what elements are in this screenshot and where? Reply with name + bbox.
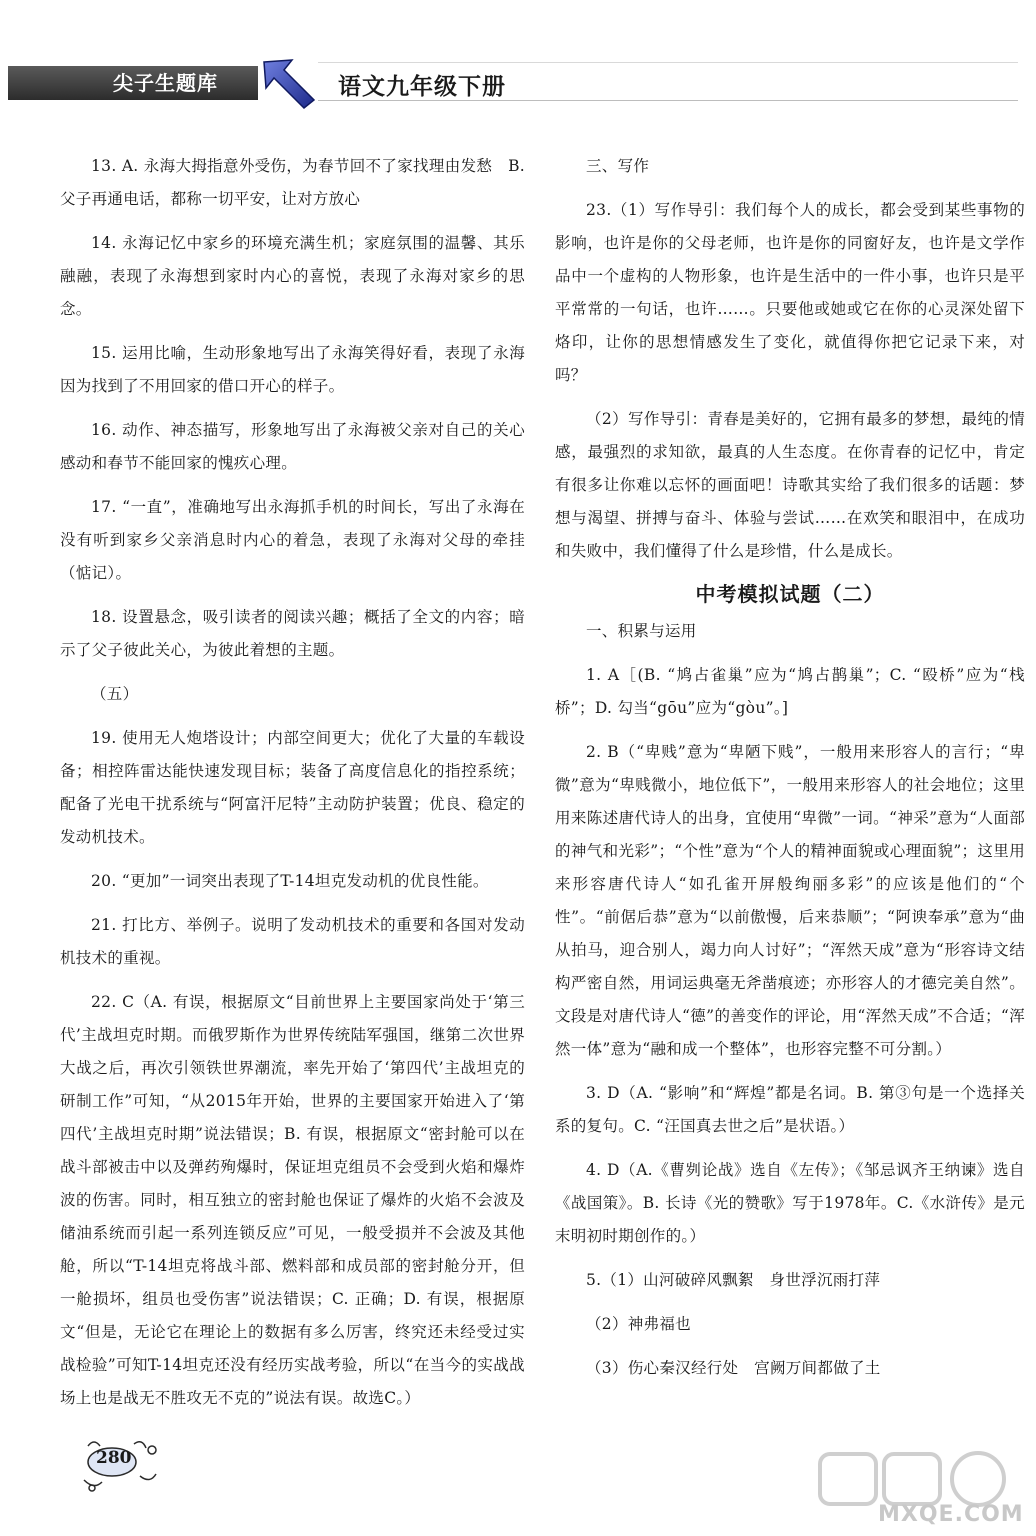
answer-23-1: 23.（1）写作导引：我们每个人的成长，都会受到某些事物的影响，也许是你的父母老师，也许是你的同窗好友，也许是文学作品中一个虚构的人物形象，也许是生活中的一件小事，也许只是平平常常的一句话，也许……。只要他或她或它在你的心灵深处留下烙印，让你的思想情感发生了变化，就值得你把它记录下来，对吗？ bbox=[555, 201, 1025, 384]
answer-21: 21. 打比方、举例子。说明了发动机技术的重要和各国对发动机技术的重视。 bbox=[60, 916, 525, 967]
answer-16: 16. 动作、神态描写，形象地写出了永海被父亲对自己的关心感动和春节不能回家的愧疚心理。 bbox=[60, 421, 525, 472]
watermark-text: MXQE.COM bbox=[878, 1502, 1024, 1527]
answer-23-2: （2）写作导引：青春是美好的，它拥有最多的梦想，最纯的情感，最强烈的求知欲，最真的人生态度。在你青春的记忆中，肯定有很多让你难以忘怀的画面吧！诗歌其实给了我们很多的话题：梦想与渴望、拼搏与奋斗、体验与尝试……在欢笑和眼泪中，在成功和失败中，我们懂得了什么是珍惜，什么是成长。 bbox=[555, 410, 1025, 560]
answer-13: 13. A. 永海大拇指意外受伤，为春节回不了家找理由发愁 B. 父子再通电话，都称一切平安，让对方放心 bbox=[60, 157, 525, 208]
header-top-rule bbox=[318, 62, 1018, 63]
header-rule bbox=[318, 100, 1018, 101]
answer-3: 3. D（A. “影响”和“辉煌”都是名词。B. 第③句是一个选择关系的复句。C. “汪国真去世之后”是状语。） bbox=[555, 1084, 1025, 1135]
answer-4: 4. D（A.《曹刿论战》选自《左传》；《邹忌讽齐王纳谏》选自《战国策》。B. 长诗《光的赞歌》写于1978年。C.《水浒传》是元末明初时期创作的。） bbox=[555, 1161, 1025, 1245]
answer-14: 14. 永海记忆中家乡的环境充满生机；家庭氛围的温馨、其乐融融，表现了永海想到家时内心的喜悦，表现了永海对家乡的思念。 bbox=[60, 234, 525, 318]
subject-title: 语文九年级下册 bbox=[338, 74, 506, 100]
arrow-icon bbox=[258, 54, 318, 110]
section-five-heading: （五） bbox=[91, 685, 139, 703]
series-title: 尖子生题库 bbox=[113, 71, 218, 95]
left-column bbox=[60, 150, 525, 1426]
answer-1: 1. A［(B. “鸠占雀巢”应为“鸠占鹊巢”；C. “殴桥”应为“栈桥”；D. 勾当“gōu”应为“gòu”。] bbox=[555, 666, 1025, 717]
answer-22: 22. C（A. 有误，根据原文“目前世界上主要国家尚处于‘第三代’主战坦克时期。而俄罗斯作为世界传统陆军强国，继第二次世界大战之后，再次引领铁世界潮流，率先开始了‘第四代’主战坦克的研制工作”可知，“从2015年开始，世界的主要国家开始进入了‘第四代’主战坦克时期”说法错误；B. 有误，根据原文“密封舱可以在战斗部被击中以及弹药殉爆时，保证坦克组员不会受到火焰和爆炸波的伤害。同时，相互独立的密封舱也保证了爆炸的火焰不会波及储油系统而引起一系列连锁反应”可见，一般受损并不会波及其他舱，所以“T-14坦克将战斗部、燃料部和成员部的密封舱分开，但一舱损坏，组员也受伤害”说法错误；C. 正确；D. 有误，根据原文“但是，无论它在理论上的数据有多么厉害，终究还未经受过实战检验”可知T-14坦克还没有经历实战考验，所以“在当今的实战战场上也是战无不胜攻无不克的”说法有误。故选C。） bbox=[60, 993, 525, 1407]
answer-18: 18. 设置悬念，吸引读者的阅读兴趣；概括了全文的内容；暗示了父子彼此关心，为彼此着想的主题。 bbox=[60, 608, 525, 659]
answer-15: 15. 运用比喻，生动形象地写出了永海笑得好看，表现了永海因为找到了不用回家的借口开心的样子。 bbox=[60, 344, 525, 395]
answer-5-1: 5.（1）山河破碎风飘絮 身世浮沉雨打萍 bbox=[586, 1271, 881, 1289]
accumulation-heading: 一、积累与运用 bbox=[586, 622, 697, 640]
answer-19: 19. 使用无人炮塔设计；内部空间更大；优化了大量的车载设备；相控阵雷达能快速发现目标；装备了高度信息化的指控系统；配备了光电干扰系统与“阿富汗尼特”主动防护装置；优良、稳定的发动机技术。 bbox=[60, 729, 525, 846]
exam-title: 中考模拟试题（二） bbox=[695, 582, 885, 606]
answer-5-3: （3）伤心秦汉经行处 宫阙万间都做了土 bbox=[586, 1359, 881, 1377]
answer-20: 20. “更加”一词突出表现了T-14坦克发动机的优良性能。 bbox=[91, 872, 489, 890]
right-column bbox=[555, 150, 1025, 1396]
answer-5-2: （2）神弗福也 bbox=[586, 1315, 691, 1333]
page-number: 280 bbox=[96, 1448, 132, 1468]
answer-2: 2. B（“卑贱”意为“卑陋下贱”，一般用来形容人的言行；“卑微”意为“卑贱微小，地位低下”，一般用来形容人的社会地位；这里用来陈述唐代诗人的出身，宜使用“卑微”一词。“神采”意为“人面部的神气和光彩”；“个性”意为“个人的精神面貌或心理面貌”；这里用来形容唐代诗人“如孔雀开屏般绚丽多彩”的应该是他们的“个性”。“前倨后恭”意为“以前傲慢，后来恭顺”；“阿谀奉承”意为“曲从拍马，迎合别人，竭力向人讨好”；“浑然天成”意为“形容诗文结构严密自然，用词运典毫无斧凿痕迹；亦形容人的才德完美自然”。文段是对唐代诗人“德”的善变作的评论，用“浑然天成”不合适；“浑然一体”意为“融和成一个整体”，也形容完整不可分割。） bbox=[555, 743, 1025, 1058]
series-badge bbox=[8, 66, 258, 100]
writing-heading: 三、写作 bbox=[586, 157, 650, 175]
answer-17: 17. “一直”，准确地写出永海抓手机的时间长，写出了永海在没有听到家乡父亲消息时内心的着急，表现了永海对父母的牵挂（惦记）。 bbox=[60, 498, 525, 582]
